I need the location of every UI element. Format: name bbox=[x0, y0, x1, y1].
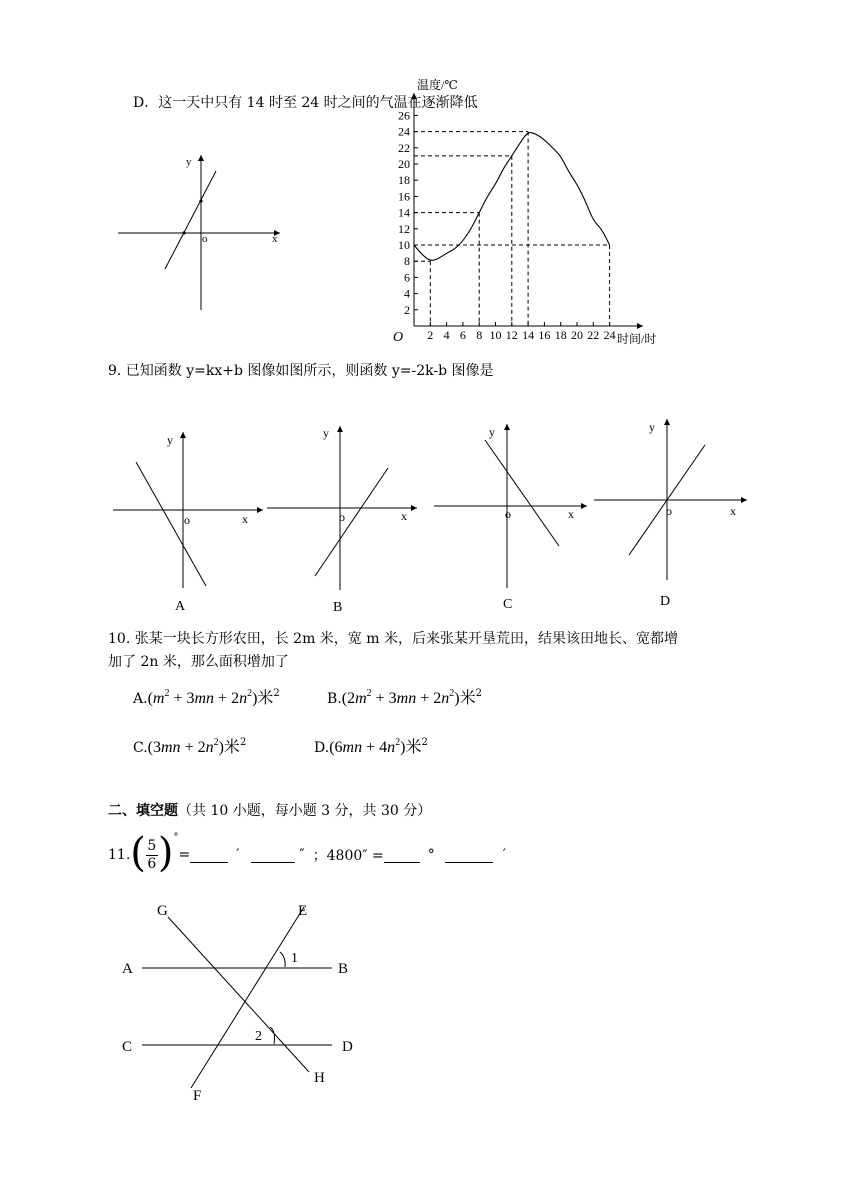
x-tick-label: 14 bbox=[522, 328, 535, 342]
q11-blank-seconds[interactable] bbox=[251, 848, 295, 863]
temperature-chart bbox=[385, 75, 675, 350]
y-tick-label: 18 bbox=[398, 173, 410, 188]
y-tick-label: 8 bbox=[404, 254, 410, 269]
label-d: D bbox=[342, 1039, 353, 1055]
option-a-label: A bbox=[175, 599, 186, 614]
origin-label: o bbox=[202, 233, 208, 245]
section2-title: 二、填空题 bbox=[108, 803, 178, 819]
x-tick-label: 6 bbox=[459, 328, 466, 342]
x-axis-label: x bbox=[272, 233, 278, 245]
graph-line bbox=[136, 462, 206, 586]
option-b-label: B bbox=[333, 600, 343, 615]
x-axis-label: x bbox=[401, 509, 407, 523]
origin-label: o bbox=[666, 504, 672, 518]
label-g: G bbox=[157, 903, 168, 919]
temp-origin-label: O bbox=[393, 330, 404, 345]
angle-1-label: 1 bbox=[291, 951, 298, 966]
q11-fraction: 5 6 bbox=[147, 837, 157, 872]
label-c: C bbox=[122, 1039, 133, 1055]
y-intercept-point bbox=[199, 199, 202, 202]
angle-2-label: 2 bbox=[255, 1029, 262, 1044]
graph-line bbox=[165, 171, 216, 269]
q9-given-graph bbox=[110, 150, 290, 315]
label-a: A bbox=[122, 961, 133, 977]
q11: 11. ( 5 6 ) ° = ′ ″ ；4800″ = ° ′ bbox=[108, 830, 506, 876]
x-tick-label: 2 bbox=[427, 328, 434, 342]
q9-graph-d bbox=[592, 415, 762, 615]
x-axis-label: x bbox=[730, 504, 736, 518]
option-a-label: A. bbox=[133, 691, 148, 707]
y-tick-label: 22 bbox=[398, 140, 410, 155]
x-tick-label: 20 bbox=[571, 328, 583, 342]
x-intercept-point bbox=[182, 231, 185, 234]
y-tick-label: 26 bbox=[398, 108, 410, 123]
q11-blank-minutes[interactable] bbox=[190, 848, 228, 863]
x-tick-label: 8 bbox=[476, 328, 483, 342]
q9-stem: 9. 已知函数 y=kx+b 图像如图所示，则函数 y=-2k-b 图像是 bbox=[108, 363, 494, 379]
y-tick-label: 4 bbox=[404, 286, 410, 301]
origin-label: o bbox=[339, 510, 345, 524]
q10-option-a: $A.(m^2 + 3mn + 2n^2)$米$^2$ bbox=[133, 688, 280, 707]
x-axis-label: x bbox=[568, 507, 574, 521]
angle-1-arc bbox=[280, 952, 285, 967]
line-ef bbox=[191, 907, 304, 1088]
origin-label: o bbox=[505, 507, 511, 521]
q10-line2: 加了 2n 米，那么面积增加了 bbox=[108, 654, 289, 670]
y-tick-label: 10 bbox=[398, 238, 410, 252]
temp-y-axis-label: 温度/℃ bbox=[417, 78, 458, 92]
section2-detail: （共 10 小题，每小题 3 分，共 30 分） bbox=[178, 803, 432, 819]
line-gh bbox=[168, 917, 309, 1072]
q11-number: 11. bbox=[108, 847, 131, 863]
y-axis-label: y bbox=[649, 420, 655, 434]
q9-graph-c bbox=[432, 420, 602, 620]
option-c-label: C. bbox=[133, 740, 148, 756]
y-tick-label: 6 bbox=[404, 270, 410, 285]
y-axis-label: y bbox=[167, 433, 173, 447]
option-c-label: C bbox=[503, 597, 513, 612]
section2-header bbox=[108, 800, 431, 820]
temp-reference-lines bbox=[414, 132, 610, 326]
y-tick-label: 24 bbox=[398, 124, 410, 139]
x-axis-label: x bbox=[242, 512, 248, 526]
y-axis-label: y bbox=[489, 425, 495, 439]
label-f: F bbox=[193, 1088, 202, 1104]
y-tick-label: 12 bbox=[398, 221, 410, 236]
parallel-lines-figure bbox=[110, 895, 370, 1110]
q8-option-d: D．这一天中只有 14 时至 24 时之间的气温在逐渐降低 bbox=[133, 95, 478, 111]
label-b: B bbox=[338, 961, 349, 977]
x-tick-label: 10 bbox=[489, 328, 502, 342]
x-tick-label: 22 bbox=[587, 328, 600, 342]
y-tick-label: 14 bbox=[398, 205, 410, 220]
x-tick-label: 18 bbox=[554, 328, 567, 342]
y-axis-label: y bbox=[323, 426, 329, 440]
q10-option-c: $C.(3mn + 2n^2)$米$^2$ bbox=[133, 737, 247, 756]
origin-label: o bbox=[184, 513, 190, 527]
y-tick-label: 20 bbox=[398, 157, 410, 171]
label-e: E bbox=[298, 903, 308, 919]
label-h: H bbox=[314, 1070, 325, 1086]
x-tick-label: 16 bbox=[538, 328, 551, 342]
q10-option-d: $D.(6mn + 4n^2)$米$^2$ bbox=[314, 737, 428, 756]
option-d-label: D bbox=[660, 594, 671, 609]
y-axis-label: y bbox=[186, 156, 192, 168]
x-tick-label: 4 bbox=[443, 328, 450, 342]
q10-option-b: $B.(2m^2 + 3mn + 2n^2)$米$^2$ bbox=[327, 688, 482, 707]
x-tick-label: 24 bbox=[603, 328, 616, 342]
option-d-label: D. bbox=[314, 740, 330, 756]
y-tick-label: 16 bbox=[398, 189, 410, 204]
q10-line1: 10. 张某一块长方形农田，长 2m 米，宽 m 米，后来张某开垦荒田，结果该田地长、宽都增 bbox=[108, 631, 678, 647]
y-tick-label: 2 bbox=[404, 302, 410, 317]
graph-line bbox=[315, 468, 388, 576]
x-tick-label: 12 bbox=[505, 328, 518, 342]
graph-line bbox=[485, 440, 559, 546]
temp-x-axis-label: 时间/时 bbox=[617, 332, 657, 346]
q11-blank-minutes-2[interactable] bbox=[445, 848, 493, 863]
q9-graph-b bbox=[265, 420, 435, 620]
option-b-label: B. bbox=[327, 691, 342, 707]
q11-blank-degrees[interactable] bbox=[384, 848, 420, 863]
q9-graph-a bbox=[108, 420, 278, 620]
